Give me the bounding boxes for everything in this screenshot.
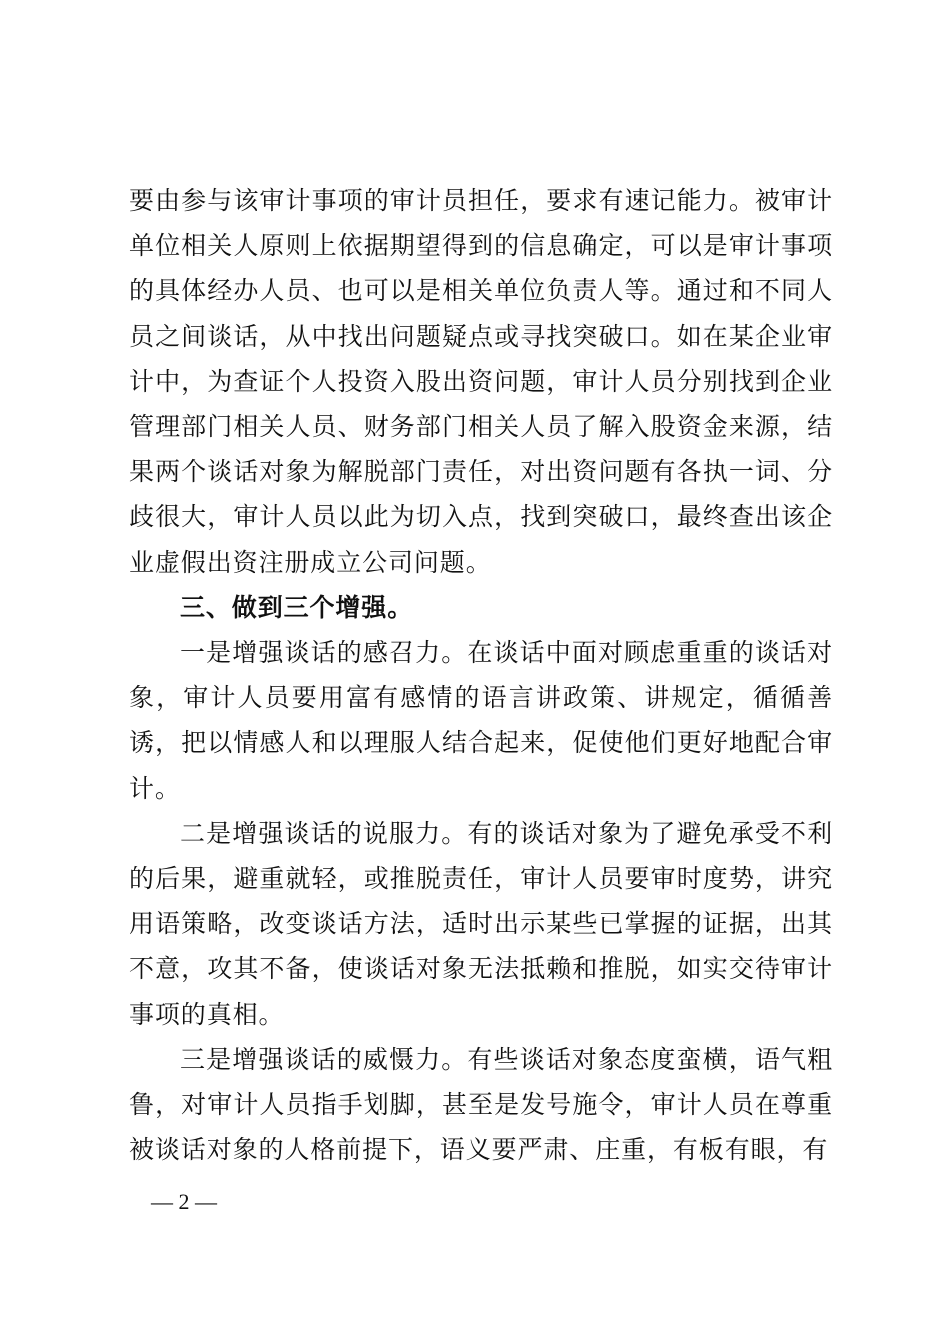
paragraph-item-3: 三是增强谈话的威慑力。有些谈话对象态度蛮横，语气粗鲁，对审计人员指手划脚，甚至是发号施令，审计人员在尊重被谈话对象的人格前提下，语义要严肃、庄重，有板有眼，有	[129, 1044, 833, 1165]
paragraph-item-2: 二是增强谈话的说服力。有的谈话对象为了避免承受不利的后果，避重就轻，或推脱责任，审计人员要审时度势，讲究用语策略，改变谈话方法，适时出示某些已掌握的证据，出其不意，攻其不备，使谈话对象无法抵赖和推脱，如实交待审计事项的真相。	[129, 818, 833, 1029]
page-number: — 2 —	[151, 1189, 217, 1214]
document-body	[129, 178, 833, 1172]
paragraph-item-1: 一是增强谈话的感召力。在谈话中面对顾虑重重的谈话对象，审计人员要用富有感情的语言讲政策、讲规定，循循善诱，把以情感人和以理服人结合起来，促使他们更好地配合审计。	[129, 638, 833, 803]
section-heading: 三、做到三个增强。	[180, 592, 414, 622]
paragraph-continued: 要由参与该审计事项的审计员担任，要求有速记能力。被审计单位相关人原则上依据期望得到的信息确定，可以是审计事项的具体经办人员、也可以是相关单位负责人等。通过和不同人员之间谈话，从中找出问题疑点或寻找突破口。如在某企业审计中，为查证个人投资入股出资问题，审计人员分别找到企业管理部门相关人员、财务部门相关人员了解入股资金来源，结果两个谈话对象为解脱部门责任，对出资问题有各执一词、分歧很大，审计人员以此为切入点，找到突破口，最终查出该企业虚假出资注册成立公司问题。	[129, 186, 833, 577]
